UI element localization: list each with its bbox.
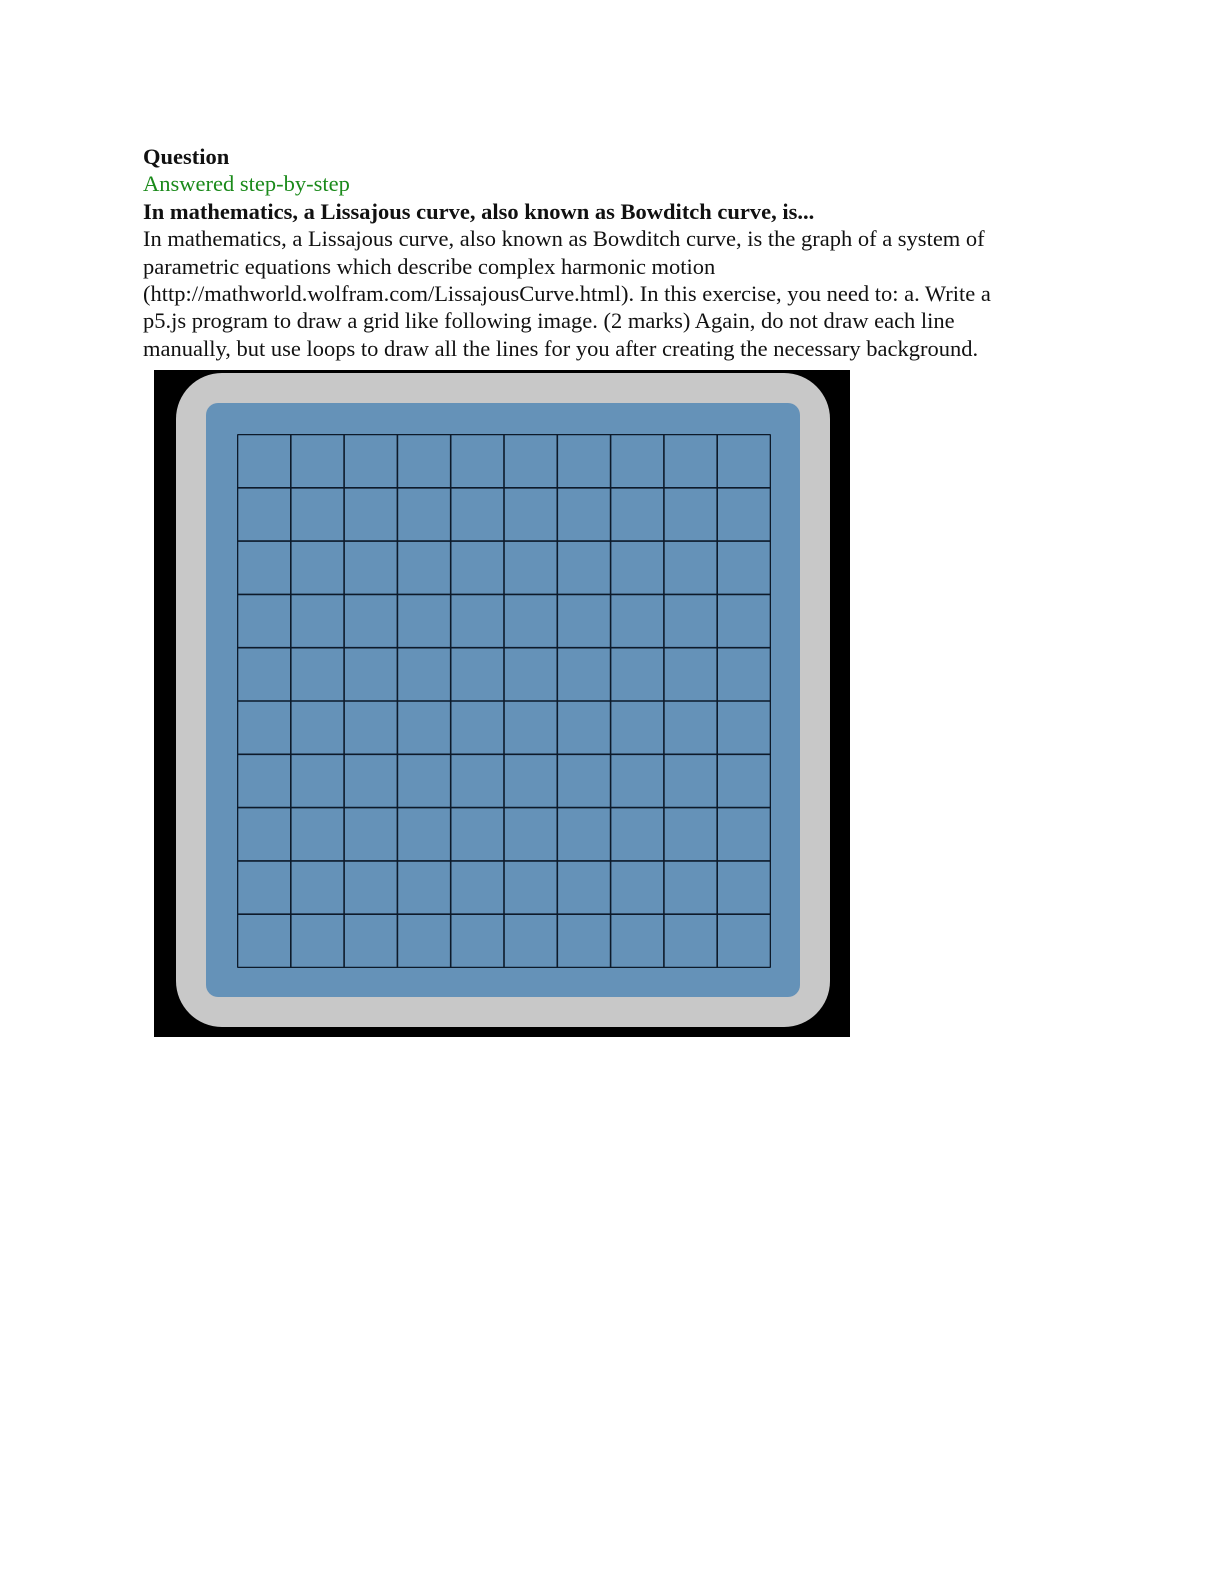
body-line: manually, but use loops to draw all the lines for you after creating the necessary background. <box>143 335 979 361</box>
body-line: parametric equations which describe complex harmonic motion <box>143 253 716 279</box>
grid-figure <box>154 370 850 1037</box>
question-text <box>143 143 1063 362</box>
gray-bezel <box>176 373 830 1027</box>
blue-screen <box>206 403 800 997</box>
answered-status: Answered step-by-step <box>143 171 350 197</box>
grid-lines <box>237 434 771 968</box>
body-line: In mathematics, a Lissajous curve, also known as Bowditch curve, is the graph of a system of <box>143 226 985 252</box>
body-line: (http://mathworld.wolfram.com/LissajousCurve.html). In this exercise, you need to: a. Write a <box>143 281 991 307</box>
body-line: p5.js program to draw a grid like following image. (2 marks) Again, do not draw each line <box>143 308 955 334</box>
question-title: In mathematics, a Lissajous curve, also known as Bowditch curve, is... <box>143 198 815 224</box>
question-heading: Question <box>143 144 230 169</box>
